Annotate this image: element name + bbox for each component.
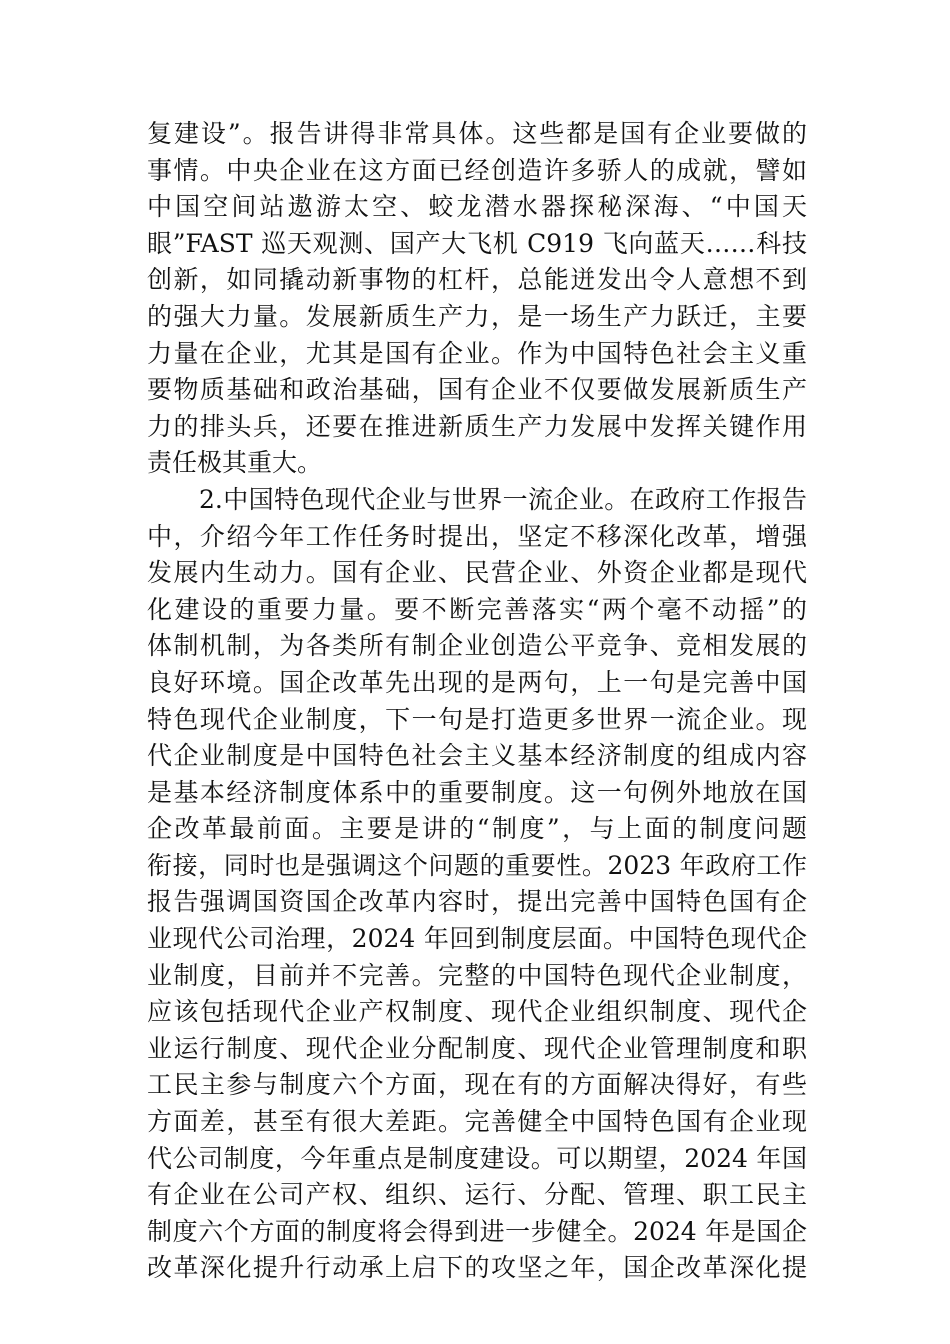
text-line: 良好环境。国企改革先出现的是两句，上一句是完善中国	[147, 667, 807, 697]
document-page	[147, 116, 807, 1287]
text-line: 中，介绍今年工作任务时提出，坚定不移深化改革，增强	[147, 521, 807, 551]
text-line: 的强大力量。发展新质生产力，是一场生产力跃迁，主要	[147, 301, 807, 331]
text-line: 业运行制度、现代企业分配制度、现代企业管理制度和职	[147, 1033, 807, 1063]
text-line: 方面差，甚至有很大差距。完善健全中国特色国有企业现	[147, 1107, 807, 1137]
text-line: 有企业在公司产权、组织、运行、分配、管理、职工民主	[147, 1180, 807, 1210]
text-line: 衔接，同时也是强调这个问题的重要性。2023 年政府工作	[147, 850, 807, 880]
text-line: 业现代公司治理，2024 年回到制度层面。中国特色现代企	[147, 924, 807, 954]
text-line: 复建设”。报告讲得非常具体。这些都是国有企业要做的	[147, 119, 807, 148]
text-line: 要物质基础和政治基础，国有企业不仅要做发展新质生产	[147, 375, 807, 405]
text-line: 代公司制度，今年重点是制度建设。可以期望，2024 年国	[147, 1143, 807, 1173]
text-line: 力量在企业，尤其是国有企业。作为中国特色社会主义重	[147, 338, 807, 368]
text-line: 化建设的重要力量。要不断完善落实“两个毫不动摇”的	[147, 594, 807, 624]
text-line: 创新，如同撬动新事物的杠杆，总能迸发出令人意想不到	[147, 265, 807, 295]
text-line: 发展内生动力。国有企业、民营企业、外资企业都是现代	[147, 558, 807, 588]
text-line: 事情。中央企业在这方面已经创造许多骄人的成就，譬如	[147, 155, 807, 185]
text-line: 眼”FAST 巡天观测、国产大飞机 C919 飞向蓝天……科技	[147, 228, 807, 258]
text-line: 2.中国特色现代企业与世界一流企业。在政府工作报告	[199, 484, 807, 514]
text-line: 改革深化提升行动承上启下的攻坚之年，国企改革深化提	[147, 1253, 807, 1283]
paragraph-2	[147, 482, 807, 1287]
text-line: 制度六个方面的制度将会得到进一步健全。2024 年是国企	[147, 1216, 807, 1246]
text-line: 中国空间站遨游太空、蛟龙潜水器探秘深海、“中国天	[147, 192, 807, 222]
text-line: 责任极其重大。	[147, 448, 323, 478]
text-line: 工民主参与制度六个方面，现在有的方面解决得好，有些	[147, 1070, 807, 1100]
text-line: 特色现代企业制度，下一句是打造更多世界一流企业。现	[147, 704, 807, 734]
text-line: 是基本经济制度体系中的重要制度。这一句例外地放在国	[147, 777, 807, 807]
text-line: 体制机制，为各类所有制企业创造公平竞争、竞相发展的	[147, 631, 807, 661]
paragraph-1	[147, 116, 807, 482]
text-line: 企改革最前面。主要是讲的“制度”，与上面的制度问题	[147, 814, 807, 844]
text-line: 业制度，目前并不完善。完整的中国特色现代企业制度，	[147, 960, 807, 990]
text-line: 报告强调国资国企改革内容时，提出完善中国特色国有企	[147, 887, 807, 917]
text-line: 应该包括现代企业产权制度、现代企业组织制度、现代企	[147, 997, 807, 1027]
text-line: 力的排头兵，还要在推进新质生产力发展中发挥关键作用	[147, 411, 807, 441]
text-line: 代企业制度是中国特色社会主义基本经济制度的组成内容	[147, 741, 807, 771]
